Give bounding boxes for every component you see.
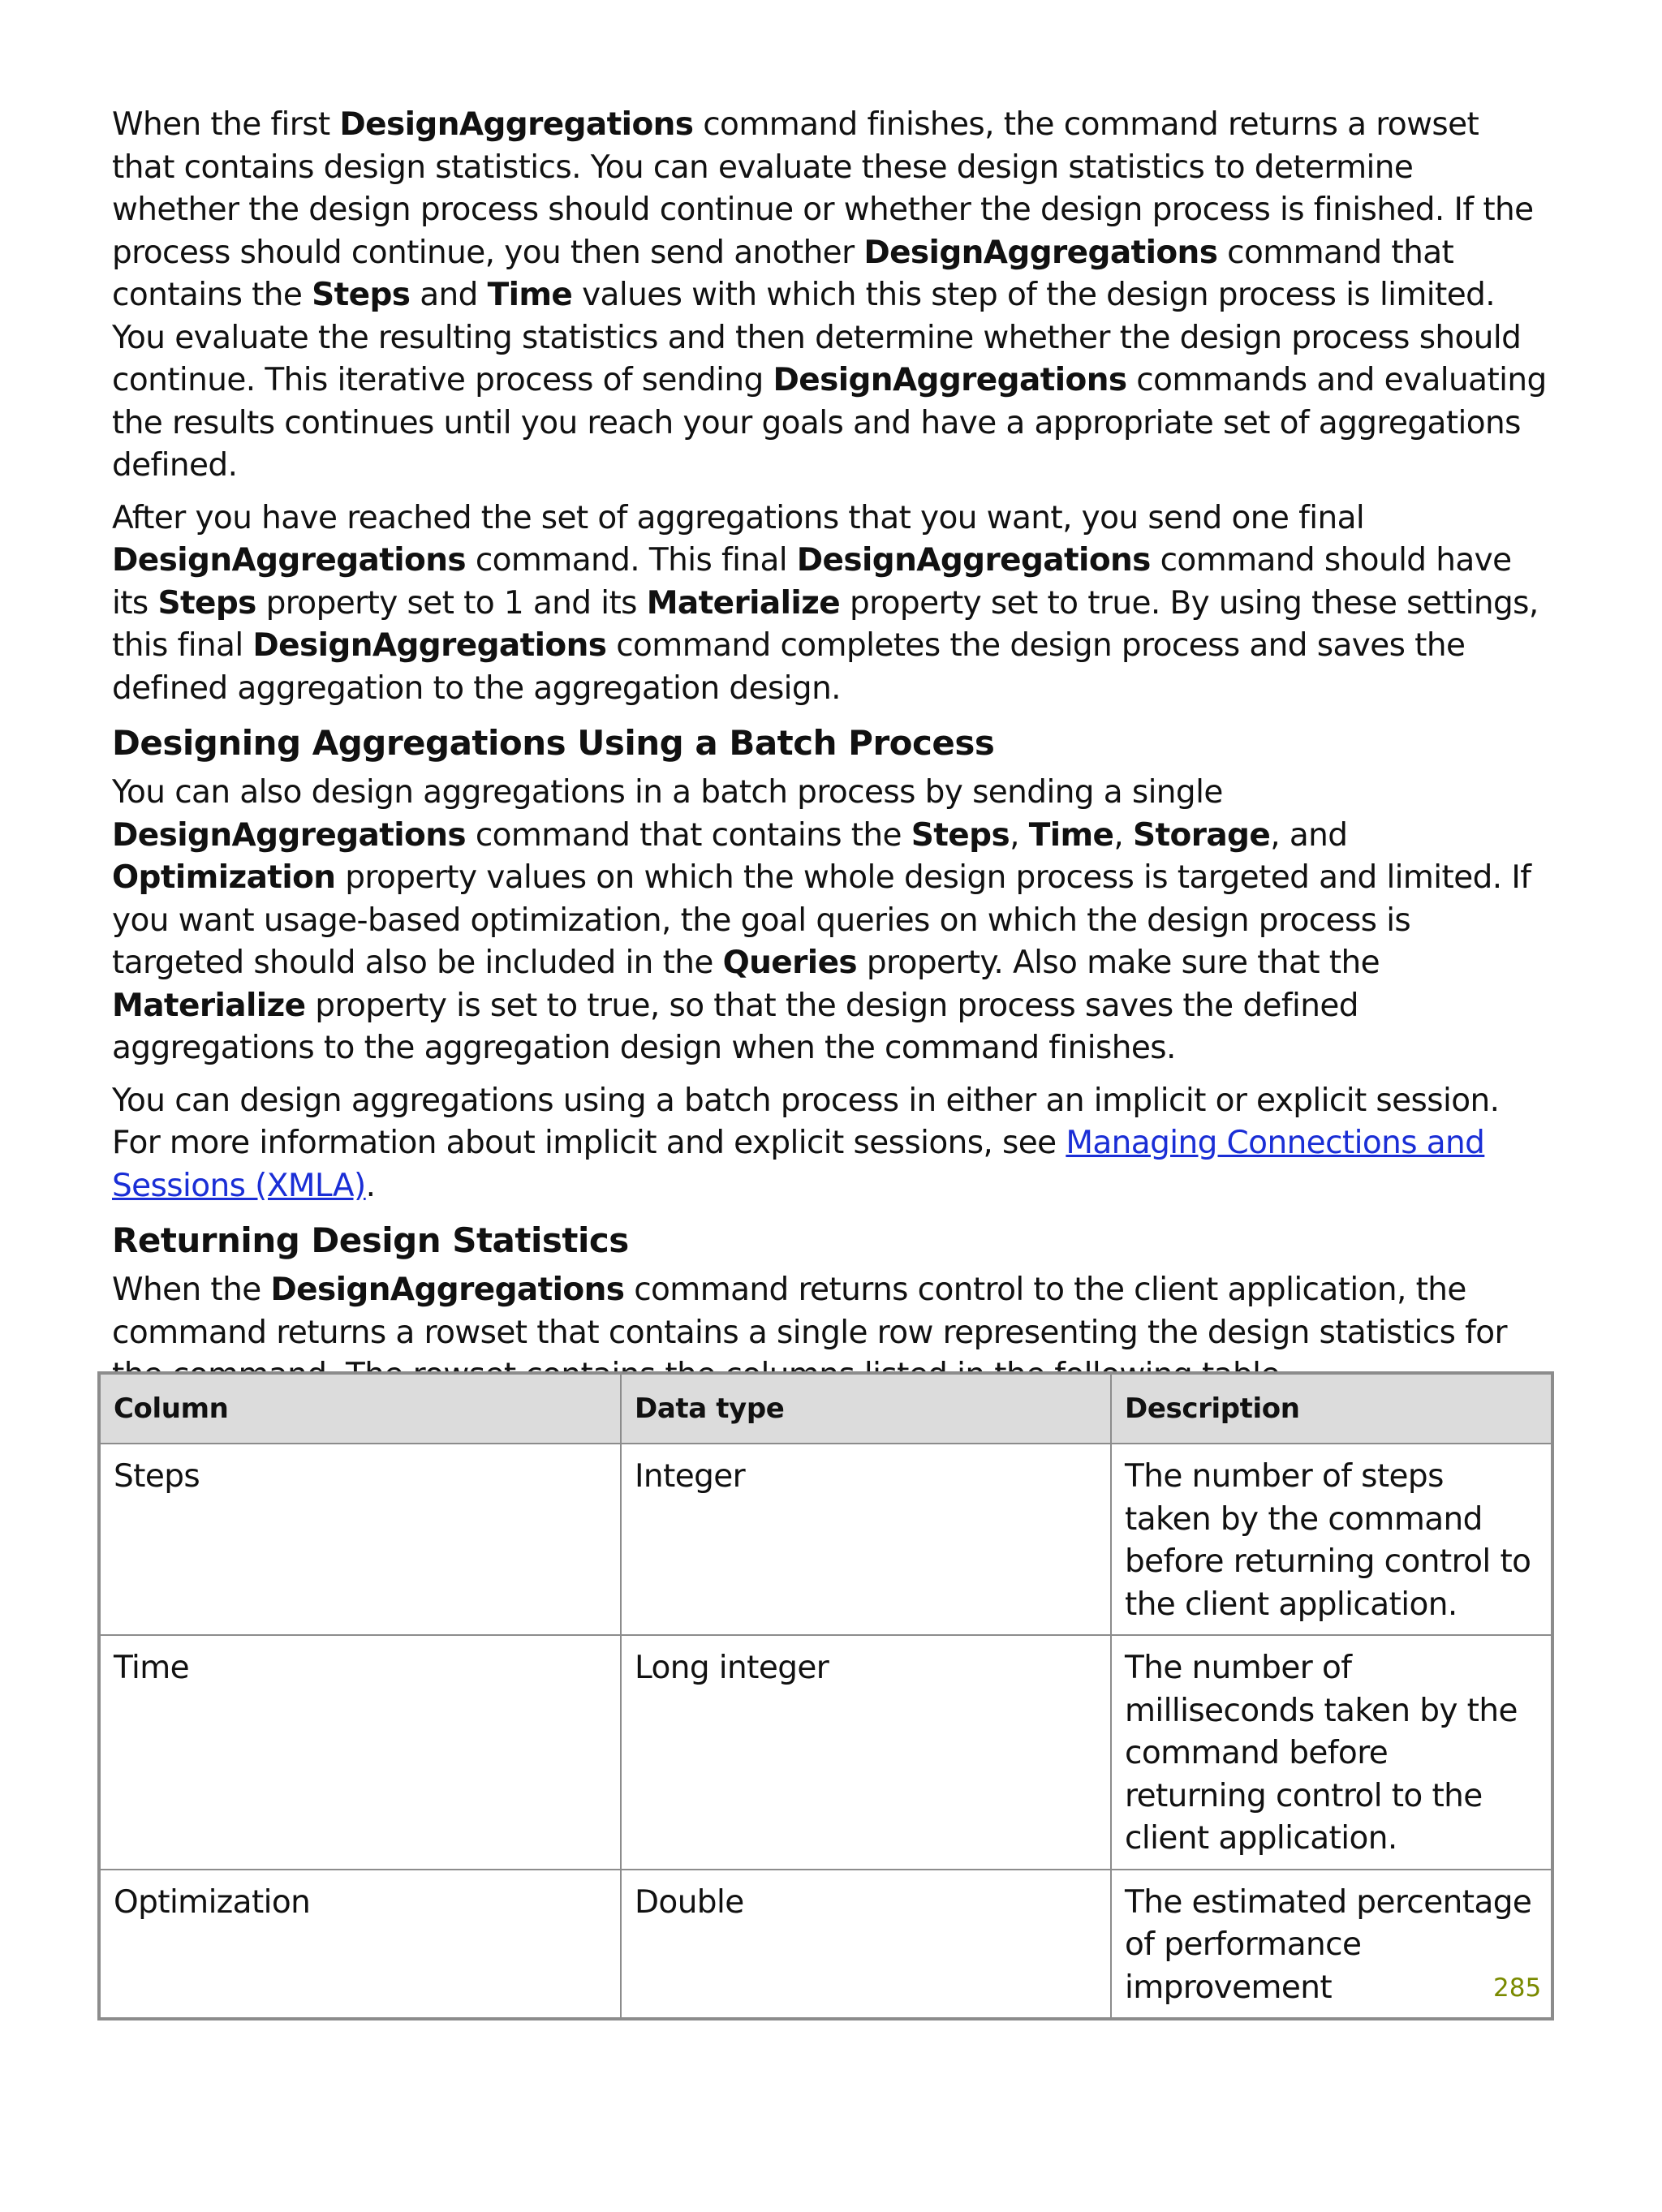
table-cell: Double xyxy=(621,1870,1111,2020)
section-heading-batch-process: Designing Aggregations Using a Batch Process xyxy=(112,723,995,763)
bold-term: Steps xyxy=(157,584,256,622)
bold-term: DesignAggregations xyxy=(863,234,1218,271)
column-header-column: Column xyxy=(99,1373,621,1444)
design-statistics-table xyxy=(97,1371,1554,2020)
bold-term: DesignAggregations xyxy=(773,362,1127,398)
bold-term: Optimization xyxy=(112,859,336,896)
bold-term: DesignAggregations xyxy=(270,1272,625,1308)
table-cell: The number of milliseconds taken by the command before returning control to the client application. xyxy=(1111,1635,1552,1870)
bold-term: Steps xyxy=(312,277,411,313)
table-row xyxy=(99,1635,1552,1870)
bold-term: Materialize xyxy=(112,987,306,1024)
paragraph-batch-process: You can also design aggregations in a batch process by sending a single DesignAggregations command that contains the Steps, Time, Storage, and Optimization property values on which the whole design process is targeted and limited. If you want usage-based optimization, the goal queries on which the design process is targeted should also be included in the Queries property. Also make sure that the Materialize property is set to true, so that the design process saves the defined aggregations to the aggregation design when the command finishes. xyxy=(112,774,1531,1066)
bold-term: Queries xyxy=(722,945,858,981)
column-header-data-type: Data type xyxy=(621,1373,1111,1444)
table-cell: Time xyxy=(99,1635,621,1870)
table-cell: The estimated percentage of performance improvement xyxy=(1111,1870,1552,2020)
bold-term: DesignAggregations xyxy=(252,627,607,664)
paragraph-rowset: When the DesignAggregations command returns control to the client application, the command returns a rowset that contains a single row representing the design statistics for xyxy=(112,1272,1507,1351)
table-cell: Optimization xyxy=(99,1870,621,2020)
bold-term: DesignAggregations xyxy=(796,542,1151,579)
table-cell: Integer xyxy=(621,1444,1111,1635)
bold-term: Materialize xyxy=(646,584,841,622)
bold-term: Time xyxy=(487,277,573,313)
table-cell: Long integer xyxy=(621,1635,1111,1870)
paragraph-sessions: You can design aggregations using a batch process in either an implicit or explicit session. For more information about implicit and explicit sessions, see Managing Connections and Sessions (XMLA). xyxy=(112,1082,1500,1204)
document-body xyxy=(112,104,1548,1407)
bold-term: DesignAggregations xyxy=(112,816,467,854)
table-row xyxy=(99,1870,1552,2020)
column-header-description: Description xyxy=(1111,1373,1552,1444)
paragraph-final-command: After you have reached the set of aggregations that you want, you send one final DesignAggregations command. This final DesignAggregations command should have its Steps property set to 1 and its Materialize property set to true. By using these settings, this final DesignAggregations command completes the design process and saves the defined aggregation to the aggregation design. xyxy=(112,499,1539,707)
bold-term: DesignAggregations xyxy=(339,106,694,143)
bold-term: Storage xyxy=(1132,816,1271,854)
page-number: 285 xyxy=(1493,1973,1542,2003)
section-heading-returning-statistics: Returning Design Statistics xyxy=(112,1220,629,1260)
bold-term: DesignAggregations xyxy=(112,542,467,579)
paragraph-design-statistics-intro: When the first DesignAggregations command finishes, the command returns a rowset that contains design statistics. You can evaluate these design statistics to determine whether the design process should continue or whether the design process is finished. If the process should continue, you then send another DesignAggregations command that contains the Steps and Time values with which this step of the design process is limited. You evaluate the resulting statistics and then determine whether the design process should continue. This iterative process of sending DesignAggregations commands and evaluating the results continues until you reach your goals and have a appropriate set of aggregations defined. xyxy=(112,106,1547,484)
table-header-row xyxy=(99,1373,1552,1444)
table-cell: The number of steps taken by the command before returning control to the client application. xyxy=(1111,1444,1552,1635)
table-row xyxy=(99,1444,1552,1635)
table-cell: Steps xyxy=(99,1444,621,1635)
bold-term: Steps xyxy=(911,816,1010,854)
bold-term: Time xyxy=(1028,816,1114,854)
managing-connections-link[interactable]: Managing Connections and Sessions (XMLA) xyxy=(112,1125,1485,1204)
